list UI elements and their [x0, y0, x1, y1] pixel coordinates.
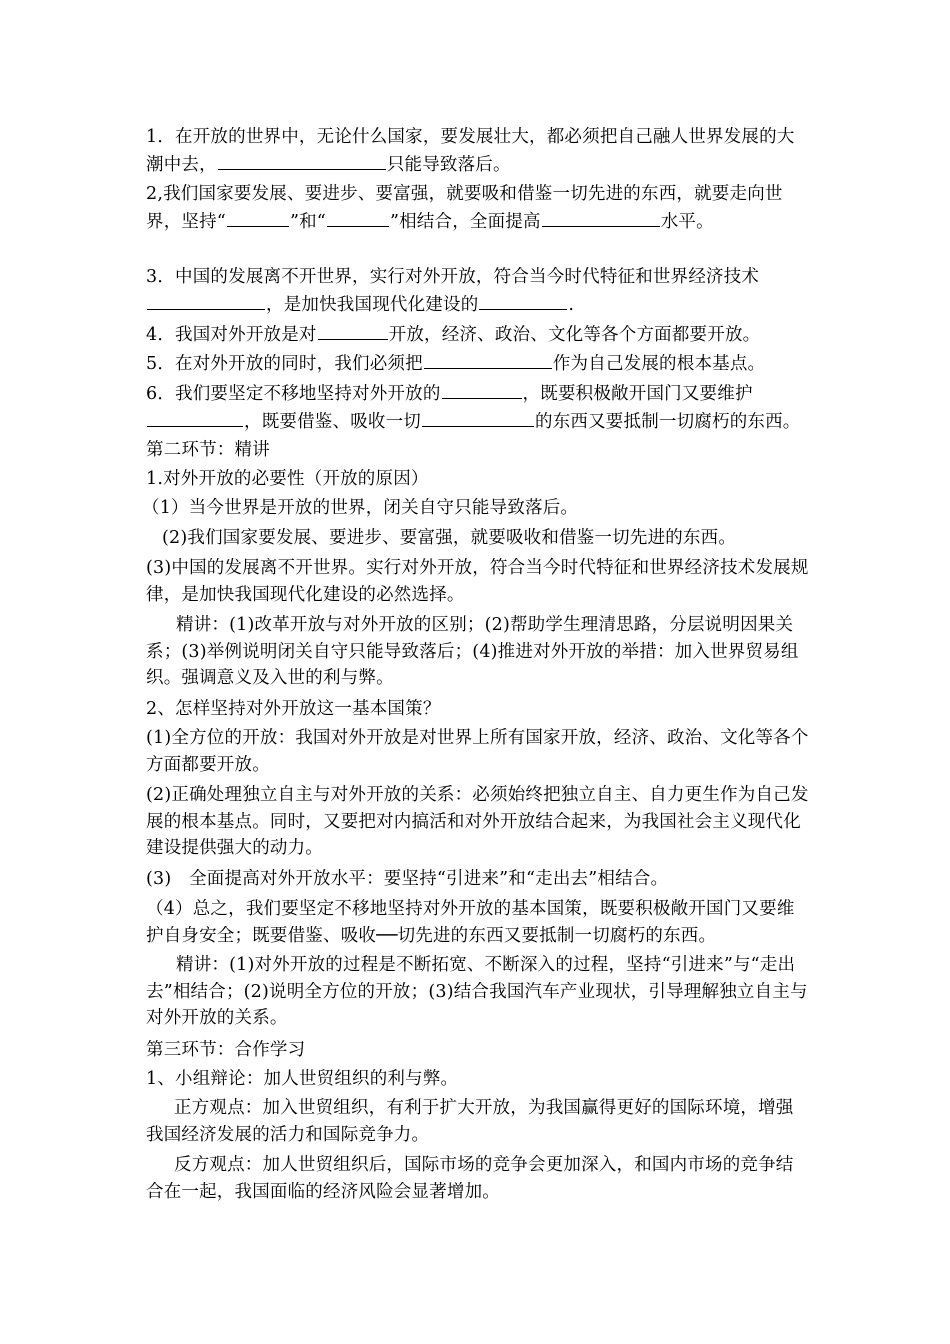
- q3-text: 3．中国的发展离不开世界，实行对外开放，符合当今时代特征和世界经济技术: [146, 267, 760, 287]
- q5-text-2: 作为自己发展的根本基点。: [552, 354, 766, 374]
- q3-text-2: ，是加快我国现代化建设的: [266, 294, 479, 315]
- policy-point-2: (2)正确处理独立自主与对外开放的关系：必须始终把独立自主、自力更生作为自己发展的根本基点。同时，又要把对内搞活和对外开放结合起来，为我国社会主义现代化建设提供强大的动力。: [146, 785, 809, 858]
- q2-text: 2,我们国家要发展、要进步、要富强，就要吸和借鉴一切先进的东西，就要走向世界，坚持“: [146, 184, 783, 232]
- policy-point-4: （4）总之，我们要坚定不移地坚持对外开放的基本国策，既要积极敞开国门又要维护自身安全；既要借鉴、吸收──切先进的东西又要抵制一切腐朽的东西。: [146, 899, 795, 946]
- con-viewpoint: 反方观点：加人世贸组织后，国际市场的竞争会更加深入，和国内市场的竞争结合在一起，我国面临的经济风险会显著增加。: [146, 1155, 794, 1202]
- section-3-heading: 第三环节：合作学习: [146, 1040, 306, 1060]
- q6-text-3: ，既要借鉴、吸收一切: [244, 411, 421, 432]
- q2-blank-2: [327, 208, 389, 227]
- necessity-point-1: （1）当今世界是开放的世界，闭关自守只能导致落后。: [142, 498, 579, 518]
- q6-text-2: ，既要积极敞开国门又要维护: [522, 384, 753, 404]
- policy-note: 精讲：(1)对外开放的过程是不断拓宽、不断深入的过程，坚持“引进来”与“走出去”相结合；(2)说明全方位的开放；(3)结合我国汽车产业现状，引导理解独立自主与对外开放的关系。: [146, 955, 808, 1028]
- q2-blank-3: [542, 208, 660, 227]
- question-6: [146, 380, 810, 435]
- q1-text-end: 只能导致落后。: [386, 154, 511, 175]
- q6-text: 6．我们要坚定不移地坚持对外开放的: [146, 384, 441, 404]
- question-3: [146, 264, 810, 318]
- q2-text-2: ”和“: [289, 211, 326, 232]
- necessity-note: 精讲：(1)改革开放与对外开放的区别；(2)帮助学生理清思路，分层说明因果关系；(3)举例说明闭关自守只能导致落后；(4)推进对外开放的举措：加入世界贸易组织。强调意义及入世的利与弊。: [146, 615, 799, 688]
- q2-text-3: ”相结合，全面提高: [389, 211, 541, 232]
- q6-blank-3: [422, 408, 534, 427]
- q6-blank-2: [147, 408, 243, 427]
- debate-title: 1、小组辩论：加人世贸组织的利与弊。: [146, 1069, 459, 1089]
- necessity-title: 1.对外开放的必要性（开放的原因）: [146, 469, 429, 489]
- section-2-heading: 第二环节：精讲: [146, 440, 270, 460]
- q6-text-4: 的东西又要抵制一切腐朽的东西。: [535, 411, 801, 432]
- q5-blank: [424, 350, 552, 369]
- question-1: [146, 124, 810, 178]
- question-2: [146, 181, 810, 235]
- question-4: [146, 321, 810, 349]
- q3-text-3: .: [568, 294, 575, 315]
- q2-blank-1: [227, 208, 289, 227]
- q3-blank-2: [479, 291, 567, 310]
- q6-blank-1: [442, 380, 522, 399]
- q4-text-2: 开放，经济、政治、文化等各个方面都要开放。: [388, 325, 761, 345]
- policy-point-3: (3) 全面提高对外开放水平：要坚持“引进来”和“走出去”相结合。: [146, 869, 669, 889]
- q2-text-4: 水平。: [660, 211, 714, 232]
- policy-point-1: (1)全方位的开放：我国对外开放是对世界上所有国家开放，经济、政治、文化等各个方面都要开放。: [146, 728, 809, 775]
- q1-text: 1．在开放的世界中，无论什么国家，要发展壮大，都必须把自己融人世界发展的大潮中去，: [146, 127, 795, 175]
- necessity-point-3: (3)中国的发展离不开世界。实行对外开放，符合当今时代特征和世界经济技术发展规律，是加快我国现代化建设的必然选择。: [146, 558, 809, 605]
- q5-text: 5．在对外开放的同时，我们必须把: [146, 354, 423, 374]
- q1-blank: [218, 151, 386, 170]
- necessity-point-2: (2)我们国家要发展、要进步、要富强，就要吸收和借鉴一切先进的东西。: [162, 528, 737, 548]
- policy-title: 2、怎样坚持对外开放这一基本国策？: [146, 699, 441, 719]
- pro-viewpoint: 正方观点：加入世贸组织，有利于扩大开放，为我国赢得更好的国际环境，增强我国经济发展的活力和国际竞争力。: [146, 1098, 794, 1145]
- question-5: [146, 350, 810, 378]
- q3-blank-1: [147, 291, 265, 310]
- q4-blank: [318, 321, 388, 340]
- q4-text: 4．我国对外开放是对: [146, 325, 317, 345]
